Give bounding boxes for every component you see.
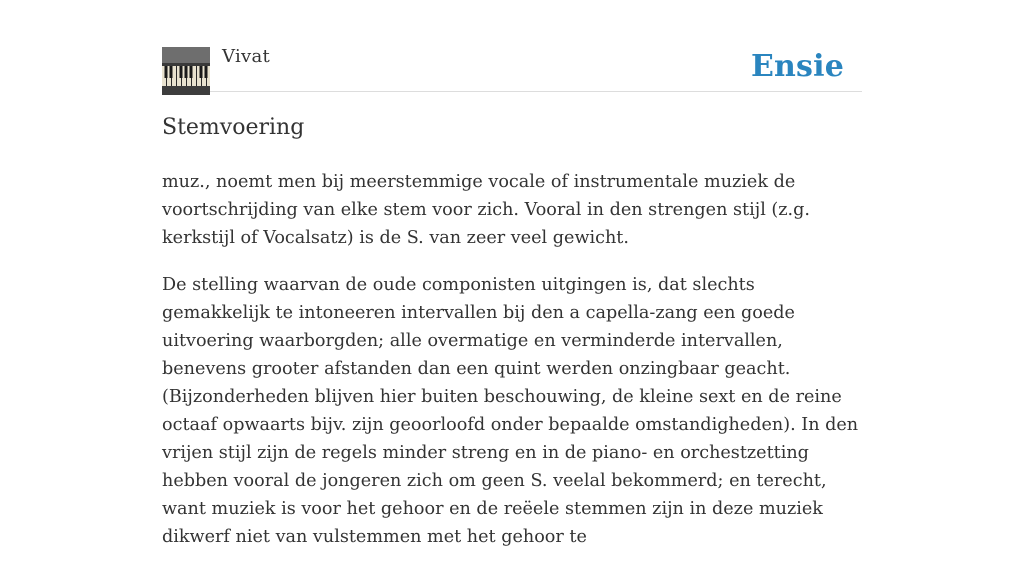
brand-logo[interactable]: Ensie [750,49,844,84]
article-title: Stemvoering [162,115,305,140]
author-avatar[interactable] [162,47,210,95]
article-body [162,168,867,570]
header [162,46,862,92]
article-paragraph: De stelling waarvan de oude componisten uitgingen is, dat slechts gemakkelijk te intoneeren intervallen bij den a capella-zang een goede uitvoering waarborgden; alle overmatige en verminderde intervallen, benevens grooter afstanden dan een quint werden onzingbaar geacht. (Bijzonderheden blijven hier buiten beschouwing, de kleine sext en de reine octaaf opwaarts bijv. zijn geoorloofd onder bepaalde omstandigheden). In den vrijen stijl zijn de regels minder streng en in de piano- en orchestzetting hebben vooral de jongeren zich om geen S. veelal bekommerd; en terecht, want muziek is voor het gehoor en de reëele stemmen zijn in deze muziek dikwerf niet van vulstemmen met het gehoor te [162,275,859,547]
author-name[interactable]: Vivat [222,46,271,67]
article-paragraph: muz., noemt men bij meerstemmige vocale of instrumentale muziek de voortschrijding van elke stem voor zich. Vooral in den strengen stijl (z.g. kerkstijl of Vocalsatz) is de S. van zeer veel gewicht. [162,172,810,248]
piano-keys-icon [162,47,210,95]
